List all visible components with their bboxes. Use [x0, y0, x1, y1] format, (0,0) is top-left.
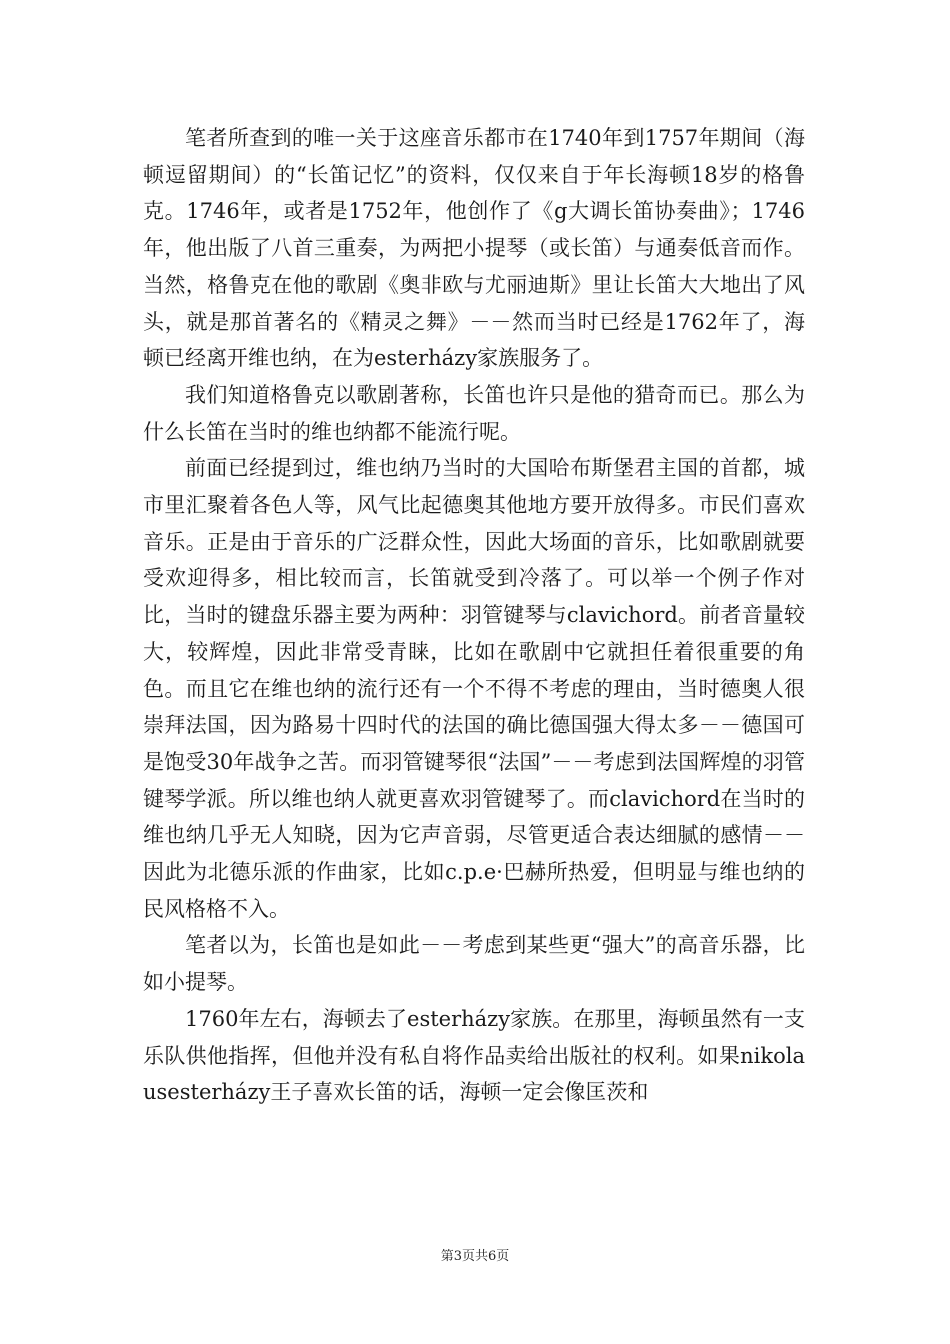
page-number-footer: 第3页共6页 — [440, 1249, 510, 1264]
paragraph: 笔者所查到的唯一关于这座音乐都市在1740年到1757年期间（海顿逗留期间）的“长笛记忆”的资料，仅仅来自于年长海顿18岁的格鲁克。1746年，或者是1752年，他创作了《g大调长笛协奏曲》；1746年，他出版了八首三重奏，为两把小提琴（或长笛）与通奏低音而作。当然，格鲁克在他的歌剧《奥非欧与尤丽迪斯》里让长笛大大地出了风头，就是那首著名的《精灵之舞》－－然而当时已经是1762年了，海顿已经离开维也纳，在为esterházy家族服务了。 — [143, 126, 805, 371]
paragraph: 笔者以为，长笛也是如此－－考虑到某些更“强大”的高音乐器，比如小提琴。 — [143, 933, 805, 995]
paragraph: 1760年左右，海顿去了esterházy家族。在那里，海顿虽然有一支乐队供他指挥，但他并没有私自将作品卖给出版社的权利。如果nikolausesterházy王子喜欢长笛的话，海顿一定会像匡茨和 — [143, 1006, 805, 1105]
document-body — [143, 120, 805, 1111]
paragraph: 前面已经提到过，维也纳乃当时的大国哈布斯堡君主国的首都，城市里汇聚着各色人等，风气比起德奥其他地方要开放得多。市民们喜欢音乐。正是由于音乐的广泛群众性，因此大场面的音乐，比如歌剧就要受欢迎得多，相比较而言，长笛就受到冷落了。可以举一个例子作对比，当时的键盘乐器主要为两种：羽管键琴与clavichord。前者音量较大，较辉煌，因此非常受青睐，比如在歌剧中它就担任着很重要的角色。而且它在维也纳的流行还有一个不得不考虑的理由，当时德奥人很崇拜法国，因为路易十四时代的法国的确比德国强大得太多－－德国可是饱受30年战争之苦。而羽管键琴很“法国”－－考虑到法国辉煌的羽管键琴学派。所以维也纳人就更喜欢羽管键琴了。而clavichord在当时的维也纳几乎无人知晓，因为它声音弱，尽管更适合表达细腻的感情－－因此为北德乐派的作曲家，比如c.p.e·巴赫所热爱，但明显与维也纳的民风格格不入。 — [143, 456, 805, 921]
paragraph: 我们知道格鲁克以歌剧著称，长笛也许只是他的猎奇而已。那么为什么长笛在当时的维也纳都不能流行呢。 — [143, 382, 805, 444]
